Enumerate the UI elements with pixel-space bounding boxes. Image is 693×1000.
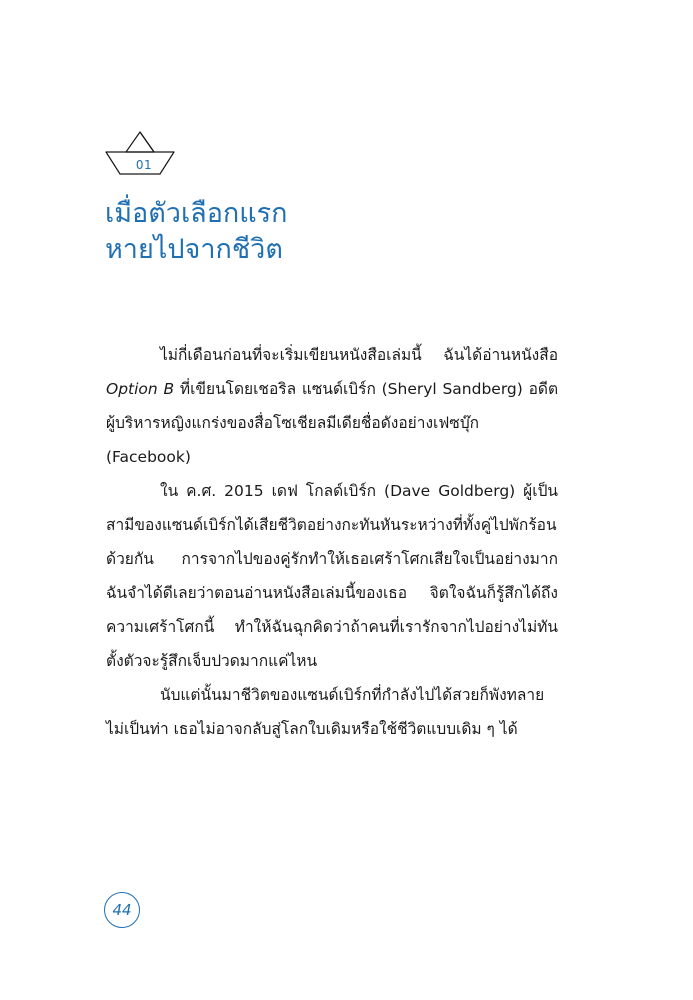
paragraph-1-before: ไม่กี่เดือนก่อนที่จะเริ่มเขียนหนังสือเล่มนี้ ฉันได้อ่านหนังสือ (160, 346, 558, 364)
paragraph-1 (106, 338, 558, 474)
paragraph-2: ใน ค.ศ. 2015 เดฟ โกลด์เบิร์ก (Dave Goldberg) ผู้เป็นสามีของแซนด์เบิร์กได้เสียชีวิตอย่างกะทันหันระหว่างที่ทั้งคู่ไปพักร้อนด้วยกัน การจากไปของคู่รักทำให้เธอเศร้าโศกเสียใจเป็นอย่างมาก ฉันจำได้ดีเลยว่าตอนอ่านหนังสือเล่มนี้ของเธอ จิตใจฉันก็รู้สึกได้ถึงความเศร้าโศกนี้ ทำให้ฉันฉุกคิดว่าถ้าคนที่เรารักจากไปอย่างไม่ทันตั้งตัวจะรู้สึกเจ็บปวดมากแค่ไหน (106, 482, 558, 670)
chapter-number: 01 (135, 158, 153, 172)
paragraph-3: นับแต่นั้นมาชีวิตของแซนด์เบิร์กที่กำลังไปได้สวยก็พังทลายไม่เป็นท่า เธอไม่อาจกลับสู่โลกใบเดิมหรือใช้ชีวิตแบบเดิม ๆ ได้ (106, 686, 545, 738)
paper-boat-icon (104, 128, 184, 184)
body-text (106, 338, 558, 746)
book-title-option-b: Option B (106, 380, 175, 398)
chapter-title-line-2: หายไปจากชีวิต (105, 234, 283, 265)
paragraph-1-after: ที่เขียนโดยเชอริล แซนด์เบิร์ก (Sheryl Sandberg) อดีตผู้บริหารหญิงแกร่งของสื่อโซเชียลมีเดียชื่อดังอย่างเฟซบุ๊ก (Facebook) (106, 380, 559, 466)
chapter-title-line-1: เมื่อตัวเลือกแรก (105, 198, 288, 229)
chapter-title (105, 196, 585, 268)
page-number: 44 (104, 892, 140, 928)
